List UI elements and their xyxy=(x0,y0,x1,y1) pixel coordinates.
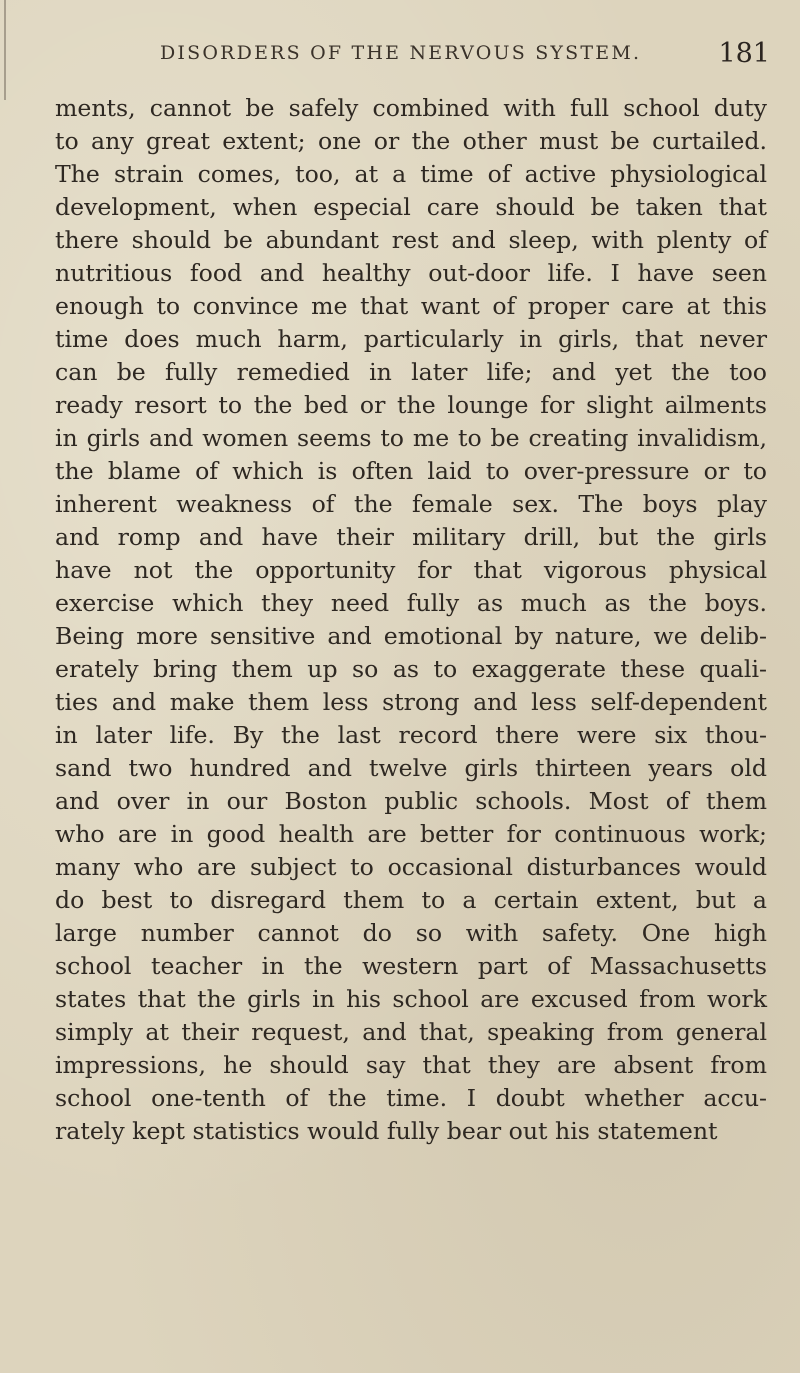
text-line: in girls and women seems to me to be creating invalidism, xyxy=(55,424,767,452)
text-line: and romp and have their military drill, but the girls xyxy=(55,523,767,551)
text-line: have not the opportunity for that vigorous physical xyxy=(55,556,767,584)
text-line: sand two hundred and twelve girls thirteen years old xyxy=(55,754,767,782)
text-line: The strain comes, too, at a time of active physiological xyxy=(55,160,767,188)
text-line: Being more sensitive and emotional by nature, we delib- xyxy=(55,622,767,650)
text-line: erately bring them up so as to exaggerate these quali- xyxy=(55,655,767,683)
text-line: rately kept statistics would fully bear out his statement xyxy=(55,1117,718,1145)
text-line: development, when especial care should be taken that xyxy=(55,193,767,221)
text-line: do best to disregard them to a certain extent, but a xyxy=(55,886,767,914)
text-line: school teacher in the western part of Massachusetts xyxy=(55,952,767,980)
text-line: many who are subject to occasional disturbances would xyxy=(55,853,767,881)
text-line: exercise which they need fully as much as the boys. xyxy=(55,589,767,617)
text-line: there should be abundant rest and sleep, with plenty of xyxy=(55,226,767,254)
text-line: to any great extent; one or the other must be curtailed. xyxy=(55,127,767,155)
text-line: simply at their request, and that, speaking from general xyxy=(55,1018,767,1046)
text-line: ments, cannot be safely combined with full school duty xyxy=(55,94,767,122)
text-line: impressions, he should say that they are absent from xyxy=(55,1051,767,1079)
text-line: the blame of which is often laid to over-pressure or to xyxy=(55,457,767,485)
text-line: time does much harm, particularly in girls, that never xyxy=(55,325,767,353)
binding-edge xyxy=(4,0,6,100)
page-number: 181 xyxy=(718,38,770,69)
page-header xyxy=(160,36,770,76)
text-line: can be fully remedied in later life; and yet the too xyxy=(55,358,767,386)
text-line: ready resort to the bed or the lounge for slight ailments xyxy=(55,391,767,419)
text-line: who are in good health are better for continuous work; xyxy=(55,820,767,848)
text-line: inherent weakness of the female sex. The boys play xyxy=(55,490,767,518)
body-text xyxy=(55,92,767,1148)
text-line: school one-tenth of the time. I doubt whether accu- xyxy=(55,1084,767,1112)
text-line: nutritious food and healthy out-door life. I have seen xyxy=(55,259,767,287)
text-line: large number cannot do so with safety. One high xyxy=(55,919,767,947)
running-head: DISORDERS OF THE NERVOUS SYSTEM. xyxy=(160,42,642,64)
text-line: enough to convince me that want of proper care at this xyxy=(55,292,767,320)
text-line: in later life. By the last record there were six thou- xyxy=(55,721,767,749)
text-line: and over in our Boston public schools. Most of them xyxy=(55,787,767,815)
text-line: ties and make them less strong and less self-dependent xyxy=(55,688,767,716)
text-line: states that the girls in his school are excused from work xyxy=(55,985,767,1013)
